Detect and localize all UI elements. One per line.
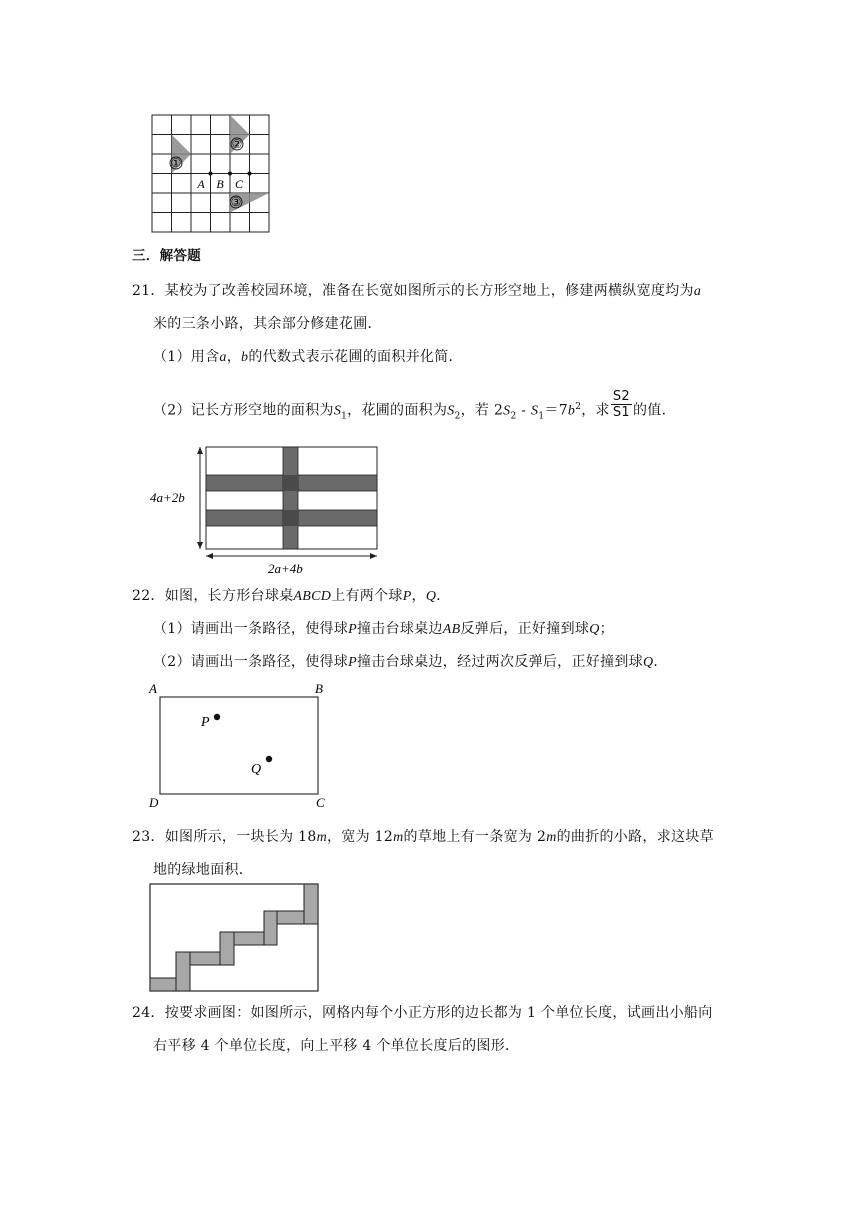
q22-part2: （2）请画出一条路径，使得球P撞击台球桌边，经过两次反弹后，正好撞到球Q．: [153, 654, 668, 670]
q22-line1: 22．如图，长方形台球桌ABCD上有两个球P，Q．: [132, 588, 451, 604]
label-A: A: [197, 177, 205, 191]
q21-line1: 21．某校为了改善校园环境，准备在长宽如图所示的长方形空地上，修建两横纵宽度均为a: [132, 283, 702, 299]
table-rectangle: [160, 697, 318, 794]
ball-P-label: P: [201, 715, 210, 730]
lawn-figure-q23: [146, 880, 324, 995]
label-circle-1: ①: [170, 156, 182, 170]
corner-B: B: [315, 681, 323, 696]
height-label: 4a+2b: [150, 490, 185, 505]
q21-line2: 米的三条小路，其余部分修建花圃．: [153, 316, 382, 332]
ball-Q: [266, 756, 272, 762]
label-circle-2: ②: [231, 137, 243, 151]
label-B: B: [216, 177, 224, 191]
q23-line2: 地的绿地面积．: [153, 862, 254, 878]
corner-C: C: [316, 795, 325, 810]
garden-figure-q21: [148, 444, 382, 578]
label-C: C: [234, 177, 244, 191]
ball-P: [214, 714, 220, 720]
width-label: 2a+4b: [268, 561, 303, 576]
fraction-s2-over-s1: $\frac{S2}{S1}$: [612, 389, 630, 420]
corner-D: D: [149, 795, 159, 810]
q23-line1: 23．如图所示，一块长为 18m，宽为 12m的草地上有一条宽为 2m的曲折的小路，求这块草: [132, 829, 714, 845]
q21-part2: （2）记长方形空地的面积为$S_1$，花圃的面积为$S_2$，若 $2S_2 - S_1=7b^2$，求 $\frac{S2}{S1}$ 的值．: [153, 389, 676, 422]
billiard-table-figure-q22: [145, 680, 335, 810]
ball-Q-label: Q: [251, 762, 262, 777]
q22-part1: （1）请画出一条路径，使得球P撞击台球桌边AB反弹后，正好撞到球Q；: [153, 621, 614, 637]
grid-figure-q20: [150, 113, 274, 235]
corner-A: A: [149, 681, 157, 696]
q24-line1: 24．按要求画图：如图所示，网格内每个小正方形的边长都为 1 个单位长度，试画出小船向: [132, 1005, 713, 1021]
vertical-path: [283, 447, 298, 549]
q24-line2: 右平移 4 个单位长度，向上平移 4 个单位长度后的图形．: [153, 1038, 520, 1054]
q21-part1: （1）用含a，b的代数式表示花圃的面积并化简．: [153, 349, 463, 365]
label-circle-3: ③: [230, 195, 242, 209]
section-heading: 三．解答题: [132, 248, 201, 264]
